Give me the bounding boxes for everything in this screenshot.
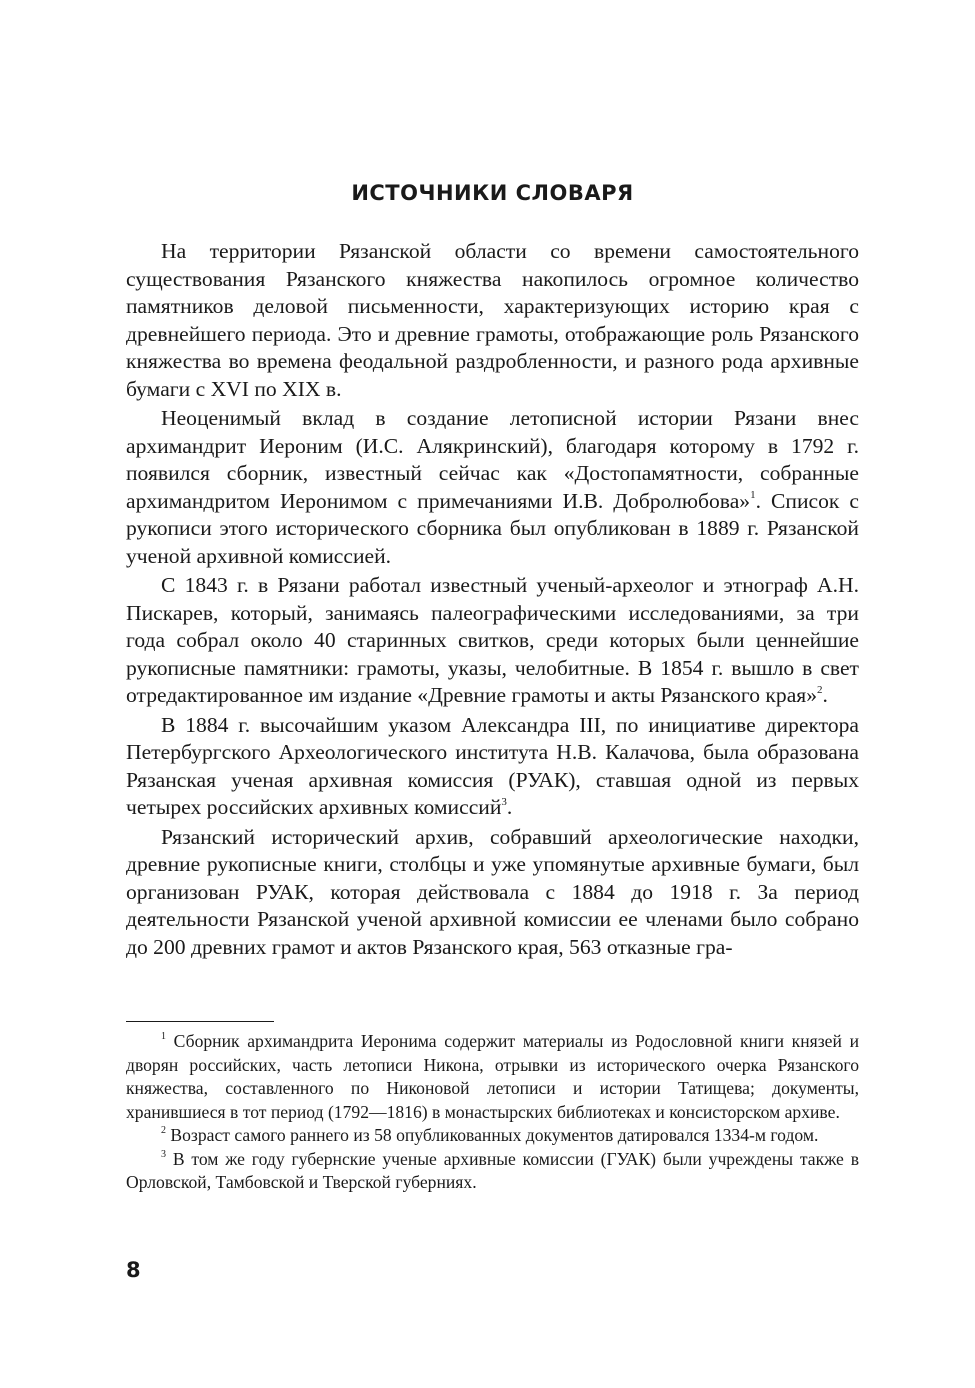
footnote-number: 2 — [161, 1125, 166, 1137]
paragraph-3 — [126, 572, 859, 710]
footnote-text: В том же году губернские ученые архивные комиссии (ГУАК) были учреждены также в Орловской, Тамбовской и Тверской губерниях. — [126, 1148, 859, 1192]
footnote-number: 1 — [161, 1031, 166, 1043]
paragraph-2 — [126, 405, 859, 570]
footnote-divider — [126, 1021, 274, 1022]
footnotes — [126, 1030, 859, 1195]
footnote-2 — [126, 1124, 859, 1148]
paragraph-text-after: . — [506, 795, 513, 819]
paragraph-text: В 1884 г. высочайшим указом Александра III, по инициативе директора Петербургского Археологического института Н.В. Калачова, была образована Рязанская ученая архивная комиссия (РУАК), ставшая одной из первых четырех российских архивных комиссий — [126, 712, 859, 819]
paragraph-text: С 1843 г. в Рязани работал известный ученый-археолог и этнограф А.Н. Пискарев, который, занимаясь палеографическими исследованиями, за три года собрал около 40 старинных свитков, среди которых были ценнейшие рукописные памятники: грамоты, указы, челобитные. В 1854 г. вышло в свет отредактированное им издание «Древние грамоты и акты Рязанского края» — [126, 573, 859, 707]
footnote-ref-1[interactable]: 1 — [750, 489, 756, 502]
paragraph-text-after: . — [822, 683, 828, 707]
paragraph-text-after: . Список с рукописи этого исторического сборника был опубликован в 1889 г. Рязанской ученой архивной комиссией. — [126, 488, 859, 568]
footnote-1 — [126, 1030, 859, 1124]
page-title: ИСТОЧНИКИ СЛОВАРЯ — [351, 181, 634, 205]
paragraph-1 — [126, 238, 859, 403]
footnote-text: Сборник архимандрита Иеронима содержит материалы из Родословной книги князей и дворян российских, часть летописи Никона, отрывки из исторического очерка Рязанского княжества, составленного по Никоновой летописи и истории Татищева; документы, хранившиеся в тот период (1792—1816) в монастырских библиотеках и консисторском архиве. — [126, 1031, 859, 1122]
paragraph-text: Неоценимый вклад в создание летописной истории Рязани внес архимандрит Иероним (И.С. Алякринский), благодаря которому в 1792 г. появился сборник, известный сейчас как «Достопамятности, собранные архимандритом Иеронимом с примечаниями И.В. Добролюбова» — [126, 406, 859, 513]
page-number: 8 — [126, 1258, 141, 1282]
body-text — [126, 238, 859, 963]
paragraph-4 — [126, 712, 859, 822]
footnote-3 — [126, 1148, 859, 1195]
paragraph-text: Рязанский исторический архив, собравший археологические находки, древние рукописные книги, столбцы и уже упомянутые архивные бумаги, был организован РУАК, которая действовала с 1884 до 1918 г. За период деятельности Рязанской ученой архивной комиссии ее членами было собрано до 200 древних грамот и актов Рязанского края, 563 отказные гра- — [126, 824, 859, 959]
paragraph-text: На территории Рязанской области со времени самостоятельного существования Рязанского княжества накопилось огромное количество памятников деловой письменности, характеризующих историю края с древнейшего периода. Это и древние грамоты, отображающие роль Рязанского княжества во времена феодальной раздробленности, и разного рода архивные бумаги с XVI по XIX в. — [126, 239, 859, 401]
footnote-text: Возраст самого раннего из 58 опубликованных документов датировался 1334-м годом. — [166, 1125, 819, 1145]
paragraph-5 — [126, 824, 859, 962]
footnote-number: 3 — [161, 1148, 166, 1160]
footnote-ref-3[interactable]: 3 — [501, 795, 507, 808]
footnote-ref-2[interactable]: 2 — [817, 683, 823, 696]
